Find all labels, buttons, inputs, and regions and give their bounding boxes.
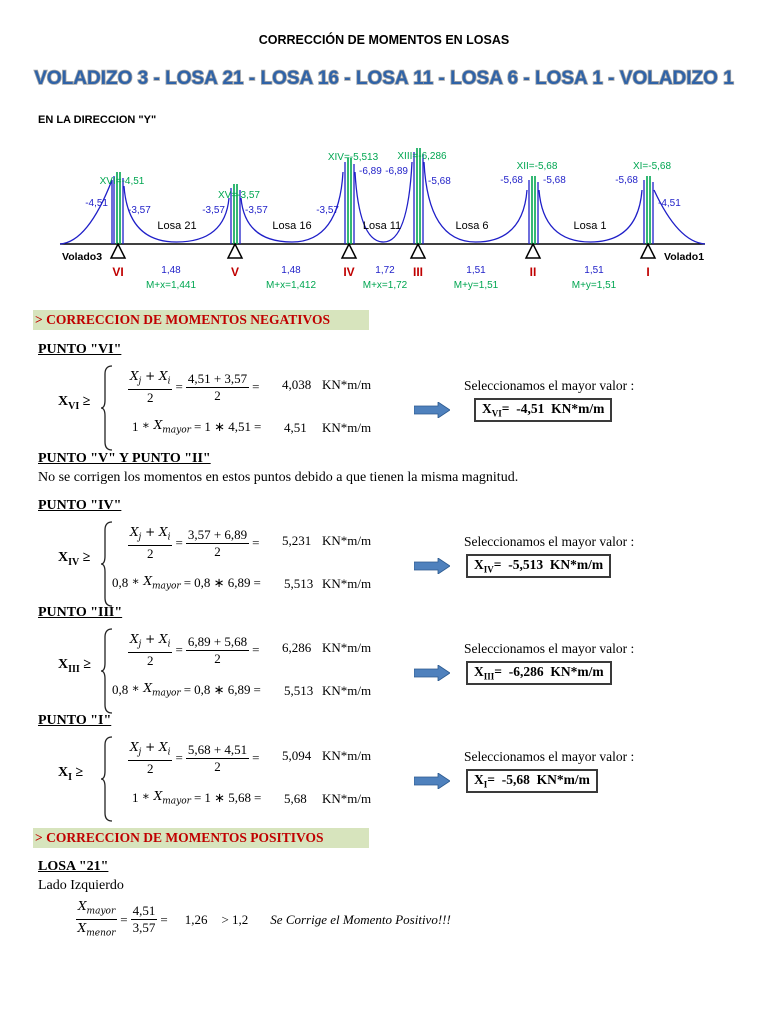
- point-heading: PUNTO "III": [38, 605, 123, 620]
- point-v-ii-heading: PUNTO "V" Y PUNTO "II": [38, 451, 211, 466]
- right-moment-label: -3,57: [128, 205, 151, 216]
- result-box: $X_{VI}= -4,51$ KN*m/m: [474, 398, 612, 422]
- point-brace: [100, 627, 114, 715]
- right-moment-label: -3,57: [245, 205, 268, 216]
- losa21-heading: LOSA "21": [38, 859, 109, 874]
- volado-left-label: Volado3: [62, 251, 103, 263]
- support-triangle: [111, 244, 125, 258]
- ratio-fraction-symbolic: $\frac{X_{mayor}}{X_{menor}}$: [77, 899, 116, 939]
- point-unit: KN*m/m: [322, 533, 372, 548]
- point-heading: PUNTO "IV": [38, 498, 122, 513]
- support-x-label: XVI=-4,51: [99, 176, 145, 187]
- ratio-note: Se Corrige el Momento Positivo!!!: [270, 911, 451, 927]
- point-brace: [100, 735, 114, 823]
- point-avg-value: 5,094: [282, 748, 312, 763]
- section-negative-moments: > CORRECCION DE MOMENTOS NEGATIVOS: [33, 310, 369, 330]
- point-formula-avg: $\frac{X_j + X_i}{2}$ = $\frac{3,57 + 6,89}{2}$ =: [130, 525, 260, 562]
- losa21-ratio: $\frac{X_{mayor}}{X_{menor}}$ = $\frac{4,51}{3,57}$ = 1,26 > 1,2 Se Corrige el Momento Positivo!!!: [76, 898, 451, 942]
- support-x-label: XII=-5,68: [516, 161, 558, 172]
- point-formula-avg: $\frac{X_j + X_i}{2}$ = $\frac{6,89 + 5,68}{2}$ =: [130, 632, 260, 669]
- span-value: 1,48: [281, 265, 301, 276]
- result-box: $X_I= -5,68$ KN*m/m: [466, 769, 598, 793]
- support-triangle: [342, 244, 356, 258]
- span-value: 1,51: [584, 265, 604, 276]
- arrow-icon: [414, 773, 450, 794]
- support-label: VI: [112, 265, 124, 279]
- arrow-icon: [414, 665, 450, 686]
- point-factor-value: 5,513: [284, 683, 314, 698]
- support-x-label: XI=-5,68: [632, 161, 672, 172]
- banner-text: VOLADIZO 3 - LOSA 21 - LOSA 16 - LOSA 11 - LOSA 6 - LOSA 1 - VOLADIZO 1: [34, 68, 734, 89]
- left-moment-label: -6,89: [385, 166, 408, 177]
- span-value: 1,51: [466, 265, 486, 276]
- section-positive-moments: > CORRECCION DE MOMENTOS POSITIVOS: [33, 828, 369, 848]
- banner: [0, 60, 768, 97]
- point-factor-value: 5,68: [284, 791, 307, 806]
- arrow-icon: [414, 558, 450, 579]
- slab-label: Losa 11: [362, 220, 402, 232]
- slab-label: Losa 16: [272, 220, 312, 232]
- moment-diagram: [30, 140, 730, 305]
- point-avg-value: 4,038: [282, 377, 312, 392]
- ratio-value: 1,26: [184, 911, 208, 927]
- point-unit: KN*m/m: [322, 748, 372, 763]
- span-value: 1,72: [375, 265, 395, 276]
- right-moment-label: -5,68: [543, 175, 566, 186]
- result-box: $X_{IV}= -5,513$ KN*m/m: [466, 554, 611, 578]
- support-triangle: [228, 244, 242, 258]
- support-x-label: XV=-3,57: [218, 190, 260, 201]
- point-x-label: $X_{VI}$ ≥: [58, 394, 91, 412]
- support-x-label: XIII=-6,286: [397, 151, 447, 162]
- result-box: $X_{III}= -6,286$ KN*m/m: [466, 661, 612, 685]
- span-moment: M+y=1,51: [453, 280, 499, 291]
- losa21-side: Lado Izquierdo: [38, 878, 124, 893]
- support-triangle: [641, 244, 655, 258]
- select-text: Seleccionamos el mayor valor :: [464, 749, 635, 764]
- left-moment-label: -3,57: [202, 205, 225, 216]
- point-formula-factor: 0,8 ∗ $X_{mayor}$ = 0,8 ∗ 6,89 =: [112, 574, 261, 592]
- point-x-label: $X_I$ ≥: [58, 765, 84, 783]
- left-moment-label: -5,68: [615, 175, 638, 186]
- slab-label: Losa 1: [573, 220, 607, 232]
- span-moment: M+x=1,441: [145, 280, 197, 291]
- right-moment-label: -4,51: [658, 198, 681, 209]
- support-label: V: [230, 265, 240, 279]
- support-label: I: [646, 265, 650, 279]
- point-formula-factor: 0,8 ∗ $X_{mayor}$ = 0,8 ∗ 6,89 =: [112, 681, 261, 699]
- select-text: Seleccionamos el mayor valor :: [464, 534, 635, 549]
- point-factor-value: 5,513: [284, 576, 314, 591]
- point-formula-avg: $\frac{X_j + X_i}{2}$ = $\frac{4,51 + 3,57}{2}$ =: [130, 369, 260, 406]
- point-v-ii-text: No se corrigen los momentos en estos puntos debido a que tienen la misma magnitud.: [38, 470, 519, 485]
- point-unit: KN*m/m: [322, 640, 372, 655]
- support-triangle: [526, 244, 540, 258]
- slab-label: Losa 21: [157, 220, 197, 232]
- point-x-label: $X_{III}$ ≥: [58, 657, 91, 675]
- point-unit: KN*m/m: [322, 791, 372, 806]
- slab-label: Losa 6: [455, 220, 489, 232]
- left-moment-label: -4,51: [85, 198, 108, 209]
- point-brace: [100, 364, 114, 452]
- volado-right-label: Volado1: [664, 251, 705, 263]
- select-text: Seleccionamos el mayor valor :: [464, 378, 635, 393]
- point-unit: KN*m/m: [322, 420, 372, 435]
- point-formula-avg: $\frac{X_j + X_i}{2}$ = $\frac{5,68 + 4,51}{2}$ =: [130, 740, 260, 777]
- span-value: 1,48: [161, 265, 181, 276]
- support-label: IV: [343, 265, 355, 279]
- span-moment: M+y=1,51: [571, 280, 617, 291]
- arrow-icon: [414, 402, 450, 423]
- point-factor-value: 4,51: [284, 420, 307, 435]
- page-title: CORRECCIÓN DE MOMENTOS EN LOSAS: [258, 33, 510, 47]
- direction-label: EN LA DIRECCION "Y": [38, 114, 157, 126]
- point-unit: KN*m/m: [322, 576, 372, 591]
- support-x-label: XIV=-5,513: [327, 152, 379, 163]
- point-brace: [100, 520, 114, 608]
- support-label: II: [529, 265, 537, 279]
- left-moment-label: -5,68: [500, 175, 523, 186]
- point-formula-factor: 1 ∗ $X_{mayor}$ = 1 ∗ 5,68 =: [132, 789, 262, 807]
- span-moment: M+x=1,72: [362, 280, 408, 291]
- right-moment-label: -6,89: [359, 166, 382, 177]
- select-text: Seleccionamos el mayor valor :: [464, 641, 635, 656]
- point-heading: PUNTO "I": [38, 713, 112, 728]
- point-heading: PUNTO "VI": [38, 342, 122, 357]
- point-unit: KN*m/m: [322, 683, 372, 698]
- span-moment: M+x=1,412: [265, 280, 317, 291]
- point-formula-factor: 1 ∗ $X_{mayor}$ = 1 ∗ 4,51 =: [132, 418, 262, 436]
- right-moment-label: -5,68: [428, 176, 451, 187]
- point-avg-value: 6,286: [282, 640, 312, 655]
- ratio-fraction: $\frac{4,51}{3,57}$: [132, 903, 156, 936]
- left-moment-label: -3,57: [316, 205, 339, 216]
- ratio-compare: > 1,2: [221, 911, 249, 927]
- support-label: III: [412, 265, 424, 279]
- point-avg-value: 5,231: [282, 533, 312, 548]
- point-unit: KN*m/m: [322, 377, 372, 392]
- point-x-label: $X_{IV}$ ≥: [58, 550, 91, 568]
- support-triangle: [411, 244, 425, 258]
